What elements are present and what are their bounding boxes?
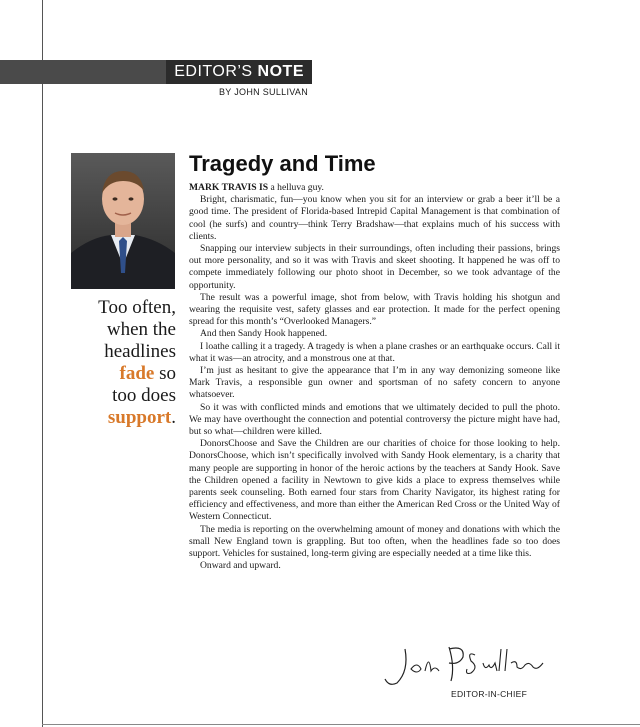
article-paragraph: The result was a powerful image, shot from below, with Travis holding his shotgun and wearing the requisite vest, safety glasses and ear protection. It made for the perfect opening spread for this month’s “Overlooked Managers.” — [189, 291, 560, 328]
article-paragraph: I loathe calling it a tragedy. A tragedy is when a plane crashes or an earthquake occurs. Call it what it was—an atrocity, and a monstrous one at that. — [189, 340, 560, 364]
author-photo — [71, 153, 175, 289]
pull-quote-highlight-fade: fade — [119, 363, 155, 384]
page-bottom-rule — [42, 724, 640, 725]
article-paragraph: I’m just as hesitant to give the appearance that I’m in any way demonizing someone like Mark Travis, a responsible gun owner and sportsman of no safety concern to anyone whatsoever. — [189, 365, 560, 401]
article-paragraph: Bright, charismatic, fun—you know when you sit for an interview or grab a beer it’ll be a good time. The president of Florida-based Intrepid Capital Management is that combination of cool (he surfs) and country—think Terry Bradshaw—that explains much of his success with clients. — [189, 194, 560, 242]
article-paragraph: The media is reporting on the overwhelming amount of money and donations with which the small New England town is grappling. But too often, when the headlines fade so too does support. Vehicles for sustained, long-term giving are especially needed at a time like this. — [189, 523, 560, 560]
handwritten-signature — [375, 641, 555, 689]
signoff-title: EDITOR-IN-CHIEF — [451, 689, 528, 699]
article-body — [189, 182, 560, 573]
article-paragraph: So it was with conflicted minds and emotions that we ultimately decided to pull the photo. We may have overthought the connection and potential controversy the picture might have had, but so what—children were killed. — [189, 401, 560, 438]
section-header-band — [0, 60, 312, 84]
article-title: Tragedy and Time — [189, 151, 376, 176]
pull-quote-highlight-support: support — [107, 407, 172, 428]
pull-quote: Too often, when the headlines fade so too does support. — [98, 297, 176, 428]
article-paragraph: DonorsChoose and Save the Children are our charities of choice for those looking to help. DonorsChoose, which isn’t specifically involved with Sandy Hook elementary, is a charity that many people are supporting in honor of the heroic actions by the teachers at Sandy Hook. Save the Children opened a facility in Newtown to give kids a place to express themselves while parents seek counseling. Both earned four stars from Charity Navigator, its highest rating for efficiency and effectiveness, and more than either the American Red Cross or the United Way of Western Connecticut. — [189, 438, 560, 523]
byline: BY JOHN SULLIVAN — [219, 87, 308, 97]
article-paragraph: Onward and upward. — [200, 560, 281, 572]
article-paragraph: Snapping our interview subjects in their surroundings, often including their passions, brings out more personality, and so it was with Travis and skeet shooting. It happened he was off to compete immediately following our photo shoot in December, so we took advantage of the opportunity. — [189, 243, 560, 291]
article-lead-in: MARK TRAVIS IS — [189, 182, 269, 193]
page-left-rule — [42, 0, 43, 727]
article-paragraph: And then Sandy Hook happened. — [200, 328, 328, 340]
article-paragraph: MARK TRAVIS IS a helluva guy. — [189, 182, 324, 193]
section-title: EDITOR’S NOTE — [166, 60, 312, 84]
